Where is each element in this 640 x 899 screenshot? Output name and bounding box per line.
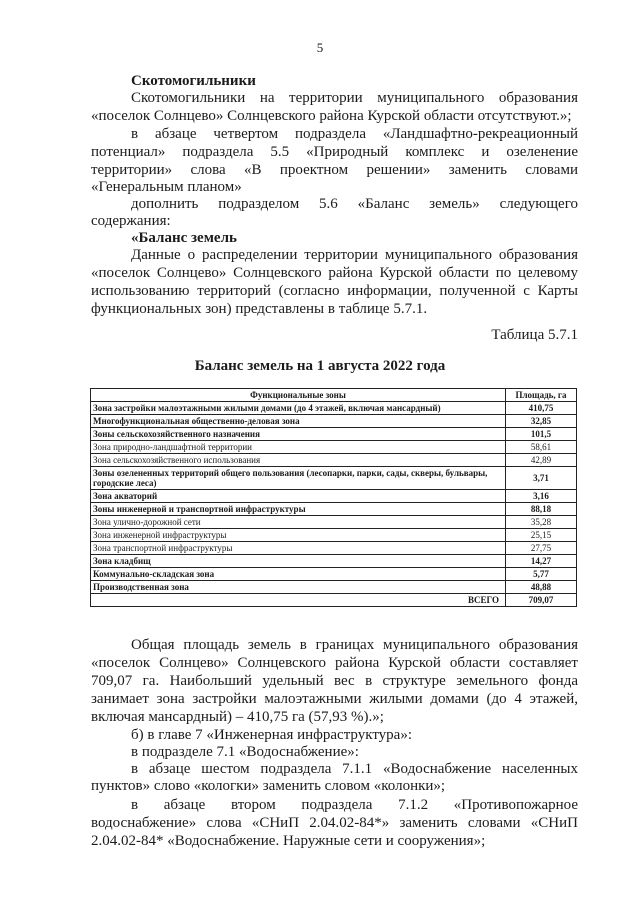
text-line: пунктов» слово «кологки» заменить словом «колонки»;	[91, 778, 446, 794]
table-row	[91, 503, 577, 516]
zone-cell: Многофункциональная общественно-деловая зона	[91, 415, 506, 428]
area-cell: 101,5	[506, 428, 577, 441]
text-line: Общая площадь земель в границах муниципального образования	[131, 637, 578, 653]
text-line: Данные о распределении территории муниципального образования	[131, 247, 578, 263]
zone-cell: Зона транспортной инфраструктуры	[91, 542, 506, 555]
area-cell: 3,16	[506, 490, 577, 503]
zone-cell: Производственная зона	[91, 581, 506, 594]
table-header-row	[91, 389, 577, 402]
zone-cell: Коммунально-складская зона	[91, 568, 506, 581]
table-row	[91, 467, 577, 490]
table-row	[91, 581, 577, 594]
area-cell: 25,15	[506, 529, 577, 542]
zone-cell: Зоны сельскохозяйственного назначения	[91, 428, 506, 441]
total-value: 709,07	[506, 594, 577, 607]
area-cell: 32,85	[506, 415, 577, 428]
area-cell: 35,28	[506, 516, 577, 529]
zone-cell: Зона сельскохозяйственного использования	[91, 454, 506, 467]
header-zones: Функциональные зоны	[91, 389, 506, 402]
header-area: Площадь, га	[506, 389, 577, 402]
table-row	[91, 441, 577, 454]
zone-cell: Зона природно-ландшафтной территории	[91, 441, 506, 454]
area-cell: 88,18	[506, 503, 577, 516]
text-line: содержания:	[91, 213, 171, 229]
area-cell: 410,75	[506, 402, 577, 415]
text-line: «поселок Солнцево» Солнцевского района Курской области составляет	[91, 655, 578, 671]
table-row	[91, 542, 577, 555]
table-row	[91, 454, 577, 467]
area-cell: 5,77	[506, 568, 577, 581]
text-line: в абзаце втором подраздела 7.1.2 «Противопожарное	[131, 797, 578, 813]
area-cell: 3,71	[506, 467, 577, 490]
text-line: «поселок Солнцево» Солнцевского района Курской области по целевому	[91, 265, 578, 281]
table-title: Баланс земель на 1 августа 2022 года	[194, 358, 446, 374]
area-cell: 27,75	[506, 542, 577, 555]
area-cell: 58,61	[506, 441, 577, 454]
text-line: в абзаце четвертом подраздела «Ландшафтно-рекреационный	[131, 126, 578, 142]
text-line: «Генеральным планом»	[91, 179, 242, 195]
zone-cell: Зона застройки малоэтажными жилыми домами (до 4 этажей, включая мансардный)	[91, 402, 506, 415]
table-row	[91, 555, 577, 568]
area-cell: 48,88	[506, 581, 577, 594]
text-line: «поселок Солнцево» Солнцевского района Курской области отсутствуют.»;	[91, 108, 572, 124]
text-line: в подразделе 7.1 «Водоснабжение»:	[131, 744, 359, 760]
subsection-heading: «Баланс земель	[131, 230, 237, 246]
zone-cell: Зона кладбищ	[91, 555, 506, 568]
table-row	[91, 529, 577, 542]
table-total-row	[91, 594, 577, 607]
table-label: Таблица 5.7.1	[491, 327, 578, 343]
zone-cell: Зона инженерной инфраструктуры	[91, 529, 506, 542]
section-heading: Скотомогильники	[131, 73, 256, 89]
area-cell: 14,27	[506, 555, 577, 568]
text-line: Скотомогильники на территории муниципального образования	[131, 90, 578, 106]
land-balance-table	[90, 388, 577, 607]
table-row	[91, 568, 577, 581]
table-row	[91, 428, 577, 441]
zone-cell: Зоны инженерной и транспортной инфраструктуры	[91, 503, 506, 516]
zone-cell: Зона улично-дорожной сети	[91, 516, 506, 529]
text-line: использованию территорий (согласно информации, полученной с Карты	[91, 283, 578, 299]
text-line: водоснабжение» слова «СНиП 2.04.02-84*» заменить словами «СНиП	[91, 815, 578, 831]
text-line: территории» слова «В проектном решении» заменить словами	[91, 162, 578, 178]
text-line: потенциал» подраздела 5.5 «Природный комплекс и озеленение	[91, 144, 578, 160]
table-row	[91, 402, 577, 415]
text-line: включая мансардный) – 410,75 га (57,93 %).»;	[91, 709, 384, 725]
text-line: 2.04.02-84* «Водоснабжение. Наружные сети и сооружения»;	[91, 833, 486, 849]
text-line: в абзаце шестом подраздела 7.1.1 «Водоснабжение населенных	[131, 761, 578, 777]
page-number: 5	[316, 40, 324, 55]
text-line: дополнить подразделом 5.6 «Баланс земель» следующего	[131, 196, 578, 212]
table-row	[91, 490, 577, 503]
zone-cell: Зона акваторий	[91, 490, 506, 503]
text-line: б) в главе 7 «Инженерная инфраструктура»:	[131, 727, 413, 743]
zone-cell: Зоны озелененных территорий общего пользования (лесопарки, парки, сады, скверы, бульвары, городские леса)	[91, 467, 506, 490]
area-cell: 42,89	[506, 454, 577, 467]
text-line: функциональных зон) представлены в таблице 5.7.1.	[91, 301, 428, 317]
total-label: ВСЕГО	[91, 594, 506, 607]
table-row	[91, 415, 577, 428]
table-row	[91, 516, 577, 529]
text-line: 709,07 га. Наибольший удельный вес в структуре земельного фонда	[91, 673, 578, 689]
text-line: занимает зона застройки малоэтажными жилыми домами (до 4 этажей,	[91, 691, 578, 707]
